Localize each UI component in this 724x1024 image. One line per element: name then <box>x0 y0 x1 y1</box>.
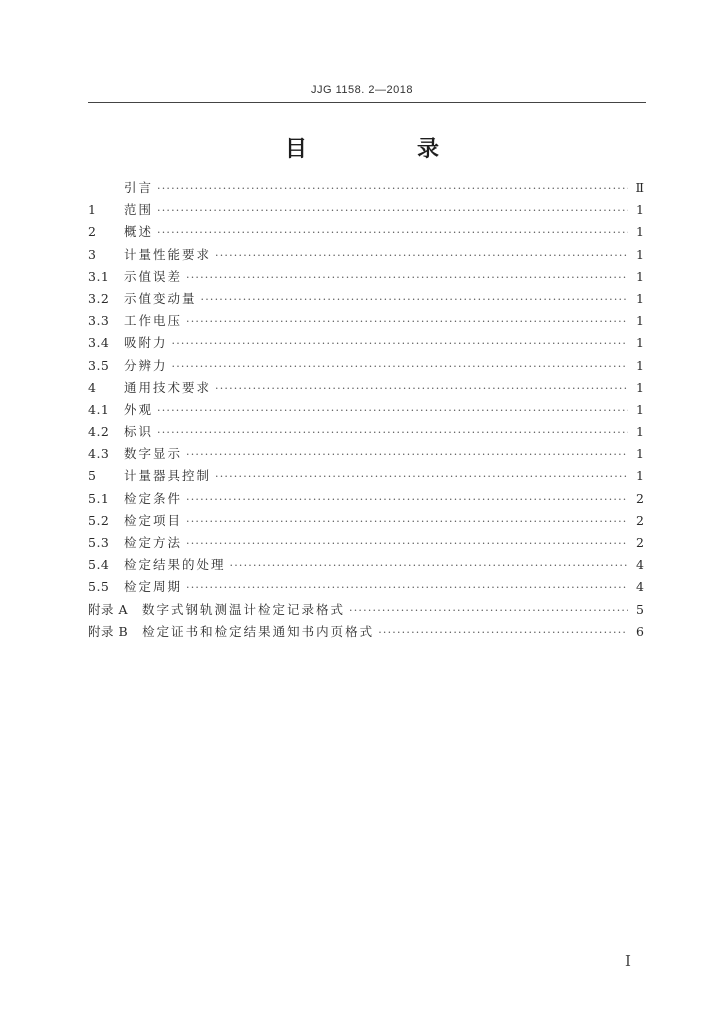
toc-entry-label: 检定周期 <box>124 579 183 595</box>
toc-entry-page: 1 <box>636 246 644 262</box>
toc-entry-page: 1 <box>636 446 644 462</box>
toc-leader-dots <box>172 337 628 350</box>
toc-entry[interactable] <box>88 378 644 400</box>
toc-leader-dots <box>186 315 628 328</box>
toc-entry[interactable] <box>88 311 644 333</box>
toc-leader-dots <box>186 515 628 528</box>
toc-entry-page: 1 <box>636 313 644 329</box>
toc-entry-number: 3.3 <box>88 313 110 329</box>
toc-entry-page: 4 <box>636 579 644 595</box>
toc-entry[interactable] <box>88 466 644 488</box>
toc-entry-number: 3.2 <box>88 290 110 306</box>
toc-entry[interactable] <box>88 444 644 466</box>
toc-entry-page: 1 <box>636 357 644 373</box>
toc-entry-page: 1 <box>636 424 644 440</box>
toc-entry-label: 示值误差 <box>124 268 183 284</box>
toc-entry-number: 5.5 <box>88 579 110 595</box>
toc-entry-page: 1 <box>636 401 644 417</box>
toc-entry-number: 5.2 <box>88 512 110 528</box>
toc-leader-dots <box>157 404 628 417</box>
toc-entry-number: 附录 A <box>88 601 129 617</box>
toc-entry-number: 3.5 <box>88 357 110 373</box>
toc-entry-page: 1 <box>636 379 644 395</box>
toc-entry[interactable] <box>88 333 644 355</box>
toc-entry[interactable] <box>88 222 644 244</box>
toc-leader-dots <box>157 182 628 195</box>
toc-entry[interactable] <box>88 267 644 289</box>
page-title: 目 录 <box>284 137 483 162</box>
toc-leader-dots <box>215 470 628 483</box>
toc-entry-page: 1 <box>636 224 644 240</box>
toc-leader-dots <box>157 426 628 439</box>
toc-leader-dots <box>186 448 628 461</box>
toc-entry[interactable] <box>88 422 644 444</box>
toc-entry-label: 计量器具控制 <box>124 468 212 484</box>
toc-entry-page: 5 <box>636 601 644 617</box>
toc-entry-label: 检定条件 <box>124 490 183 506</box>
toc-entry-number: 5 <box>88 468 97 484</box>
toc-entry-page: 1 <box>636 290 644 306</box>
toc-leader-dots <box>186 271 628 284</box>
toc-entry-label: 数字式钢轨测温计检定记录格式 <box>142 601 346 617</box>
toc-entry-label: 引言 <box>124 180 154 195</box>
table-of-contents <box>88 178 644 644</box>
toc-entry-label: 数字显示 <box>124 446 183 462</box>
toc-entry-label: 检定结果的处理 <box>124 557 226 573</box>
toc-leader-dots <box>378 626 628 639</box>
toc-entry-page: 2 <box>636 490 644 506</box>
toc-entry-page: 1 <box>636 202 644 218</box>
toc-entry[interactable] <box>88 356 644 378</box>
toc-entry-page: 1 <box>636 468 644 484</box>
toc-entry-page: 6 <box>636 623 644 639</box>
toc-leader-dots <box>172 360 628 373</box>
toc-entry[interactable] <box>88 577 644 599</box>
toc-entry[interactable] <box>88 533 644 555</box>
toc-entry-page: 1 <box>636 268 644 284</box>
toc-entry[interactable] <box>88 200 644 222</box>
toc-entry-number: 5.1 <box>88 490 110 506</box>
toc-entry-number: 4.1 <box>88 401 110 417</box>
toc-leader-dots <box>186 493 628 506</box>
toc-entry[interactable] <box>88 600 644 622</box>
toc-entry-number: 2 <box>88 224 97 240</box>
toc-entry-page: 1 <box>636 335 644 351</box>
toc-leader-dots <box>186 581 628 594</box>
toc-entry-label: 范围 <box>124 202 154 218</box>
toc-entry[interactable] <box>88 400 644 422</box>
toc-entry-number: 4.3 <box>88 446 110 462</box>
toc-entry[interactable] <box>88 622 644 644</box>
toc-entry-label: 外观 <box>124 401 154 417</box>
standard-code: JJG 1158. 2—2018 <box>311 84 413 96</box>
toc-entry[interactable] <box>88 178 644 200</box>
toc-entry[interactable] <box>88 489 644 511</box>
toc-entry-label: 分辨力 <box>124 357 168 373</box>
toc-leader-dots <box>230 559 628 572</box>
toc-entry-number: 4.2 <box>88 424 110 440</box>
toc-leader-dots <box>215 249 628 262</box>
toc-entry-page: 2 <box>636 512 644 528</box>
toc-entry[interactable] <box>88 289 644 311</box>
toc-entry-number: 附录 B <box>88 623 129 639</box>
toc-entry-number: 5.4 <box>88 557 110 573</box>
toc-entry-label: 检定方法 <box>124 535 183 550</box>
toc-entry-page: Ⅱ <box>635 180 644 195</box>
toc-entry[interactable] <box>88 555 644 577</box>
toc-entry-label: 概述 <box>124 224 154 240</box>
toc-entry-number: 5.3 <box>88 535 110 550</box>
toc-leader-dots <box>157 226 628 239</box>
toc-entry-label: 计量性能要求 <box>124 246 212 262</box>
toc-entry-label: 示值变动量 <box>124 290 197 306</box>
toc-entry[interactable] <box>88 245 644 267</box>
toc-entry-label: 检定项目 <box>124 512 183 528</box>
toc-leader-dots <box>186 537 628 550</box>
toc-leader-dots <box>201 293 628 306</box>
toc-entry-label: 通用技术要求 <box>124 379 212 395</box>
toc-entry-page: 2 <box>636 535 644 550</box>
toc-entry-label: 吸附力 <box>124 335 168 351</box>
toc-entry-number: 1 <box>88 202 97 218</box>
toc-entry-number: 3.4 <box>88 335 110 351</box>
page-number: Ⅰ <box>625 952 631 970</box>
toc-entry-page: 4 <box>636 557 644 573</box>
toc-entry-label: 检定证书和检定结果通知书内页格式 <box>142 623 375 639</box>
toc-entry[interactable] <box>88 511 644 533</box>
header-divider <box>88 102 646 103</box>
toc-entry-label: 工作电压 <box>124 313 183 329</box>
toc-leader-dots <box>157 204 628 217</box>
toc-leader-dots <box>215 382 628 395</box>
toc-entry-number: 3 <box>88 246 97 262</box>
toc-entry-number: 4 <box>88 379 97 395</box>
toc-entry-number: 3.1 <box>88 268 110 284</box>
toc-entry-label: 标识 <box>124 424 154 440</box>
toc-leader-dots <box>349 604 628 617</box>
